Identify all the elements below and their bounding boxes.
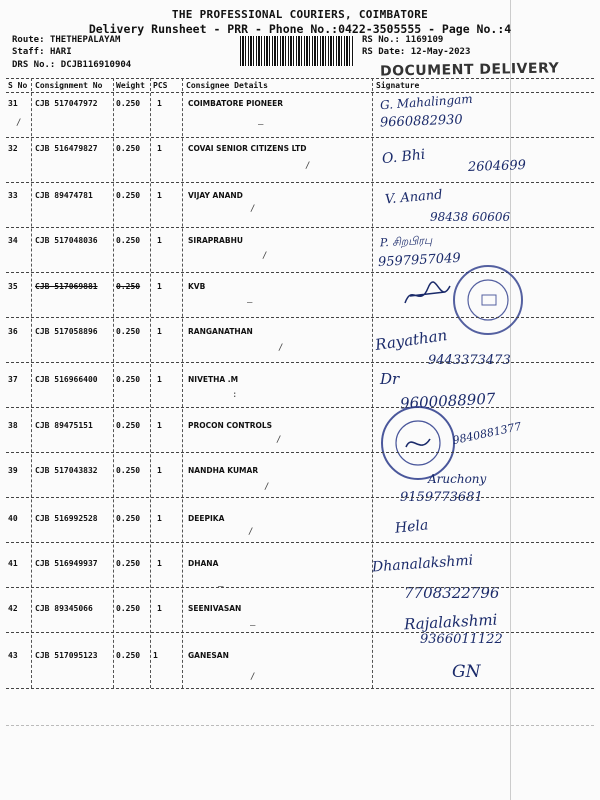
tick-mark: / — [276, 435, 282, 445]
row-consignee: RANGANATHAN — [188, 327, 253, 336]
row-consignment: CJB 516949937 — [35, 559, 98, 568]
drs-info: DRS No.: DCJB116910904 — [12, 60, 132, 70]
table-row — [0, 182, 600, 227]
col-header-weight: Weight — [116, 81, 145, 90]
col-header-consignee: Consignee Details — [186, 81, 268, 90]
row-phone: 98438 60606 — [430, 210, 511, 224]
row-pcs: 1 — [153, 651, 158, 660]
table-row — [0, 542, 600, 602]
row-consignee: DHANA — [188, 559, 219, 568]
row-signature-text: O. Bhi — [381, 146, 427, 168]
route-info: Route: THETHEPALAYAM — [12, 35, 121, 45]
row-consignee: COVAI SENIOR CITIZENS LTD — [188, 144, 307, 153]
row-phone: 9443373473 — [428, 353, 511, 368]
staff-info: Staff: HARI — [12, 47, 72, 57]
row-signature-text: V. Anand — [384, 187, 444, 208]
col-header-signature: Signature — [376, 81, 420, 90]
row-signature-text: Rayathan — [374, 326, 449, 354]
page-footer-line — [6, 725, 594, 726]
col-header-consignment: Consignment No — [35, 81, 103, 90]
row-sno: 31 — [8, 99, 18, 108]
row-phone: 9366011122 — [420, 632, 503, 647]
tick-mark: / — [248, 527, 254, 537]
row-signature-text: Dr — [380, 370, 400, 388]
row-phone: 9159773681 — [400, 490, 483, 505]
row-pcs: 1 — [157, 421, 162, 430]
tick-mark: – — [258, 120, 264, 130]
row-consignee: SEENIVASAN — [188, 604, 242, 613]
row-signature-text: Dhanalakshmi — [371, 552, 474, 576]
row-signature-text: Hela — [394, 517, 430, 537]
row-pcs: 1 — [157, 604, 162, 613]
row-phone: 9600088907 — [399, 389, 496, 413]
row-signature-text: GN — [452, 662, 481, 682]
row-phone: 9597957049 — [377, 250, 462, 271]
row-consignee: KVB — [188, 282, 206, 291]
row-weight: 0.250 — [116, 144, 141, 153]
row-signature-text: Aruchony — [428, 472, 487, 486]
table-top-border — [6, 78, 594, 79]
row-weight: 0.250 — [116, 604, 141, 613]
row-border — [6, 688, 594, 689]
row-pcs: 1 — [157, 144, 162, 153]
table-row — [0, 632, 600, 682]
rs-date: RS Date: 12-May-2023 — [362, 47, 471, 57]
row-weight: 0.250 — [116, 375, 141, 384]
row-weight: 0.250 — [116, 514, 141, 523]
row-sno: 33 — [8, 191, 18, 200]
row-pcs: 1 — [157, 236, 162, 245]
row-sno: 42 — [8, 604, 18, 613]
row-weight: 0.250 — [116, 191, 141, 200]
row-phone: 9660882930 — [379, 112, 463, 131]
row-weight: 0.250 — [116, 559, 141, 568]
row-weight: 0.250 — [116, 99, 141, 108]
col-header-pcs: PCS — [153, 81, 168, 90]
table-row — [0, 317, 600, 368]
row-signature-text: P. சிறபிரபு — [379, 233, 433, 250]
row-sno: 37 — [8, 375, 18, 384]
row-sno: 35 — [8, 282, 18, 291]
row-pcs: 1 — [157, 466, 162, 475]
row-consignment: CJB 516992528 — [35, 514, 98, 523]
row-pcs: 1 — [157, 327, 162, 336]
row-consignee: DEEPIKA — [188, 514, 225, 523]
tick-mark: – — [218, 582, 224, 592]
table-row — [0, 137, 600, 182]
table-row — [0, 362, 600, 413]
table-row — [0, 407, 600, 452]
document-delivery-stamp: DOCUMENT DELIVERY — [379, 60, 560, 80]
row-pcs: 1 — [157, 99, 162, 108]
row-consignment: CJB 517095123 — [35, 651, 98, 660]
row-consignment: CJB 516966400 — [35, 375, 98, 384]
row-consignment: CJB 517048036 — [35, 236, 98, 245]
row-consignee: COIMBATORE PIONEER — [188, 99, 284, 108]
tick-mark: : — [232, 390, 238, 400]
row-consignment: CJB 517043832 — [35, 466, 98, 475]
row-pcs: 1 — [157, 559, 162, 568]
tick-mark: / — [264, 482, 270, 492]
row-sno: 38 — [8, 421, 18, 430]
barcode — [240, 36, 354, 66]
row-consignee: VIJAY ANAND — [188, 191, 243, 200]
row-consignee: GANESAN — [188, 651, 229, 660]
row-weight: 0.250 — [116, 282, 141, 291]
row-consignment: CJB 89475151 — [35, 421, 93, 430]
row-pcs: 1 — [157, 191, 162, 200]
row-signature-text: Rajalakshmi — [403, 610, 498, 634]
row-weight: 0.250 — [116, 651, 141, 660]
col-header-sno: S No — [8, 81, 28, 90]
row-consignee: NANDHA KUMAR — [188, 466, 259, 475]
tick-mark: / — [278, 343, 284, 353]
row-pcs: 1 — [157, 375, 162, 384]
row-consignment: CJB 517058896 — [35, 327, 98, 336]
runsheet-title: Delivery Runsheet - PRR - Phone No.:0422-3505555 - Page No.:4 — [88, 22, 512, 36]
row-weight: 0.250 — [116, 421, 141, 430]
row-phone: 9840881377 — [451, 419, 523, 448]
tick-mark: / — [262, 251, 268, 261]
row-pcs: 1 — [157, 282, 162, 291]
row-phone: 7708322796 — [404, 584, 500, 602]
row-sno: 41 — [8, 559, 18, 568]
table-row — [0, 92, 600, 137]
row-sno: 34 — [8, 236, 18, 245]
table-row — [0, 497, 600, 542]
tick-mark: / — [16, 118, 22, 128]
row-sno: 40 — [8, 514, 18, 523]
rs-number: RS No.: 1169109 — [362, 35, 444, 45]
row-sno: 32 — [8, 144, 18, 153]
tick-mark: / — [305, 161, 311, 171]
row-sno: 36 — [8, 327, 18, 336]
table-row — [0, 587, 600, 647]
row-sno: 39 — [8, 466, 18, 475]
row-weight: 0.250 — [116, 236, 141, 245]
row-phone: 2604699 — [467, 157, 527, 176]
row-consignment: CJB 517047972 — [35, 99, 98, 108]
table-row — [0, 452, 600, 505]
row-consignment: CJB 516479827 — [35, 144, 98, 153]
row-consignment: CJB 517069881 — [35, 282, 98, 291]
row-signature-text: G. Mahalingam — [379, 91, 474, 113]
table-row — [0, 272, 600, 317]
tick-mark: / — [250, 672, 256, 682]
tick-mark: – — [247, 298, 253, 308]
row-pcs: 1 — [157, 514, 162, 523]
row-sno: 43 — [8, 651, 18, 660]
row-weight: 0.250 — [116, 466, 141, 475]
row-consignee: NIVETHA .M — [188, 375, 239, 384]
row-consignment: CJB 89345066 — [35, 604, 93, 613]
tick-mark: / — [250, 204, 256, 214]
row-weight: 0.250 — [116, 327, 141, 336]
row-consignee: SIRAPRABHU — [188, 236, 243, 245]
company-title: THE PROFESSIONAL COURIERS, COIMBATORE — [171, 8, 429, 21]
row-consignment: CJB 89474781 — [35, 191, 93, 200]
row-consignee: PROCON CONTROLS — [188, 421, 273, 430]
tick-mark: – — [250, 621, 256, 631]
